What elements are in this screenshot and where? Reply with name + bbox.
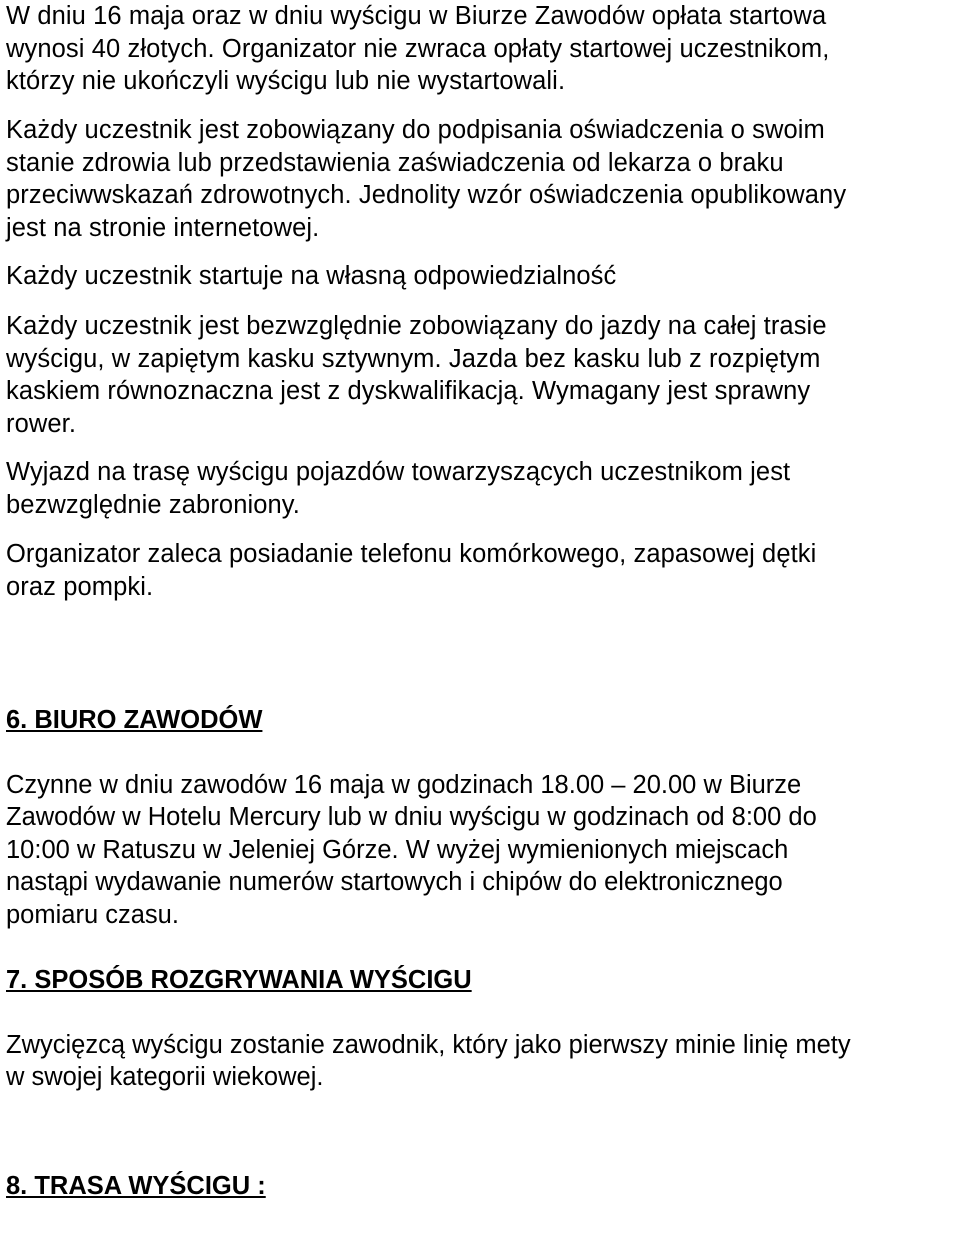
entry-fee-paragraph: W dniu 16 maja oraz w dniu wyścigu w Biurze Zawodów opłata startowa wynosi 40 złotych. Organizator nie zwraca opłaty startowej uczestnikom, którzy nie ukończyli wyścigu lub nie wystartowali.: [6, 2, 830, 95]
section-heading-race-format: 7. SPOSÓB ROZGRYWANIA WYŚCIGU: [6, 965, 472, 994]
section-heading-race-route: 8. TRASA WYŚCIGU :: [6, 1171, 266, 1200]
helmet-rule-paragraph: Każdy uczestnik jest bezwzględnie zobowiązany do jazdy na całej trasie wyścigu, w zapiętym kasku sztywnym. Jazda bez kasku lub z rozpiętym kaskiem równoznaczna jest z dyskwalifikacją. Wymagany jest sprawny rower.: [6, 312, 827, 438]
section-body-race-office: Czynne w dniu zawodów 16 maja w godzinach 18.00 – 20.00 w Biurze Zawodów w Hotelu Mercury lub w dniu wyścigu w godzinach od 8:00 do 10:00 w Ratuszu w Jeleniej Górze. W wyżej wymienionych miejscach nastąpi wydawanie numerów startowych i chipów do elektronicznego pomiaru czasu.: [6, 770, 817, 929]
recommendation-paragraph: Organizator zaleca posiadanie telefonu komórkowego, zapasowej dętki oraz pompki.: [6, 540, 817, 601]
section-race-route: [6, 1137, 958, 1235]
section-body-race-format: Zwycięzcą wyścigu zostanie zawodnik, który jako pierwszy minie linię mety w swojej kategorii wiekowej.: [6, 1030, 851, 1091]
section-race-office: [6, 671, 958, 964]
health-statement-paragraph: Każdy uczestnik jest zobowiązany do podpisania oświadczenia o swoim stanie zdrowia lub przedstawienia zaświadczenia od lekarza o braku przeciwwskazań zdrowotnych. Jednolity wzór oświadczenia opublikowany jest na stronie internetowej.: [6, 116, 847, 242]
section-race-format: [6, 931, 958, 1126]
support-vehicles-paragraph: Wyjazd na trasę wyścigu pojazdów towarzyszących uczestnikom jest bezwzględnie zabroniony.: [6, 458, 791, 519]
own-responsibility-paragraph: Każdy uczestnik startuje na własną odpowiedzialność: [6, 262, 617, 290]
section-heading-race-office: 6. BIURO ZAWODÓW: [6, 705, 263, 734]
